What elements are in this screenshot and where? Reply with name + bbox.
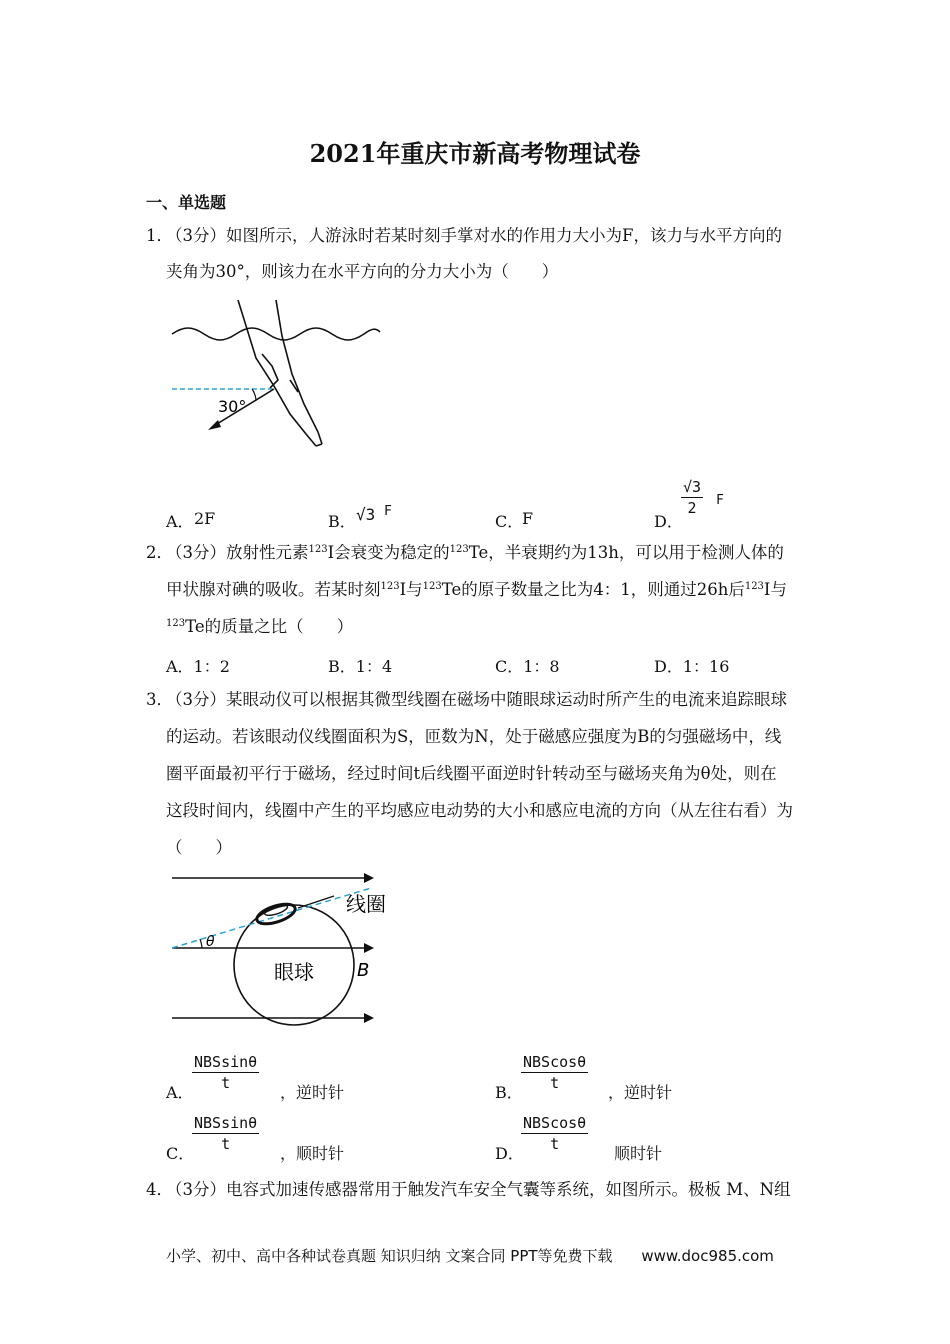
q3-option-d-denominator: t [550, 1135, 560, 1153]
q2-option-c: C．1：8 [495, 657, 560, 676]
page-footer [166, 1245, 774, 1266]
q3-option-a-denominator: t [221, 1074, 231, 1092]
q2-option-b: B．1：4 [328, 657, 393, 676]
q3-option-a-numerator: NBSsinθ [194, 1053, 258, 1071]
q1-option-b-root: √3 [356, 505, 376, 524]
q2-option-a: A．1：2 [166, 657, 230, 676]
q3-coil-label: 线圈 [346, 892, 386, 916]
footer-url[interactable]: www.doc985.com [641, 1247, 774, 1265]
q3-option-c-fraction [192, 1113, 259, 1154]
q1-option-a-text: 2F [194, 509, 216, 528]
q3-option-b-direction: ，逆时针 [608, 1083, 673, 1102]
q3-option-d-fraction [521, 1113, 588, 1154]
footer-text: 小学、初中、高中各种试卷真题 知识归纳 文案合同 PPT等免费下载 [166, 1247, 613, 1265]
q2-text-line2: 甲状腺对碘的吸收。若某时刻$^{123}$I与$^{123}$Te的原子数量之比为4：1，则通过26h后$^{123}$I与 [166, 580, 787, 599]
q1-swimmer-figure [166, 296, 386, 456]
q1-option-c-text: F [522, 509, 534, 528]
q3-field-label: B [357, 960, 370, 981]
q3-text-line2: 的运动。若该眼动仪线圈面积为S，匝数为N，处于磁感应强度为B的匀强磁场中，线 [166, 727, 782, 746]
section-heading: 一、单选题 [146, 193, 227, 212]
q2-number: 2． [146, 543, 173, 562]
page-title: 2021年重庆市新高考物理试卷 [309, 139, 641, 168]
q3-option-b-fraction [521, 1052, 588, 1093]
q3-eyeball-label: 眼球 [274, 960, 314, 984]
q3-eyeball-figure [166, 864, 406, 1034]
q3-option-a-direction: ，逆时针 [280, 1083, 345, 1102]
q3-option-c-label: C． [166, 1144, 195, 1163]
q1-text-line2: 夹角为30°，则该力在水平方向的分力大小为（ ） [166, 262, 559, 281]
q2-text-line3: $^{123}$Te的质量之比（ ） [166, 617, 354, 636]
q3-angle-label: θ [206, 934, 215, 950]
q3-option-d-numerator: NBScosθ [523, 1114, 587, 1132]
q3-text-line1: （3分）某眼动仪可以根据其微型线圈在磁场中随眼球运动时所产生的电流来追踪眼球 [166, 690, 787, 709]
q1-option-d-f: F [716, 493, 724, 508]
q3-option-c-denominator: t [221, 1135, 231, 1153]
q1-option-b-f: F [384, 504, 392, 519]
q3-option-c-numerator: NBSsinθ [194, 1114, 258, 1132]
q3-option-d-direction: 顺时针 [614, 1144, 663, 1163]
q3-option-c-direction: ，顺时针 [280, 1144, 345, 1163]
q1-option-b-label: B． [328, 512, 356, 531]
q1-option-d-numerator: √3 [683, 478, 702, 496]
q1-option-d-denominator: 2 [687, 499, 697, 517]
q4-text-line1: （3分）电容式加速传感器常用于触发汽车安全气囊等系统，如图所示。极板 M、N组 [166, 1180, 791, 1199]
q3-text-line3: 圈平面最初平行于磁场，经过时间t后线圈平面逆时针转动至与磁场夹角为θ处，则在 [166, 764, 777, 783]
q1-number: 1． [146, 226, 173, 245]
q1-text-line1: （3分）如图所示，人游泳时若某时刻手掌对水的作用力大小为F，该力与水平方向的 [166, 226, 782, 245]
q1-option-d-fraction [681, 477, 703, 518]
q3-option-b-label: B． [495, 1083, 523, 1102]
q3-option-a-label: A． [166, 1083, 194, 1102]
q4-number: 4． [146, 1180, 173, 1199]
q1-option-a-label: A． [166, 512, 194, 531]
q1-option-d-label: D． [654, 512, 683, 531]
q3-number: 3． [146, 690, 173, 709]
q2-option-d: D．1：16 [654, 657, 730, 676]
q3-option-d-label: D． [495, 1144, 524, 1163]
q1-option-c-label: C． [495, 512, 524, 531]
q3-option-b-denominator: t [550, 1074, 560, 1092]
q3-option-a-fraction [192, 1052, 259, 1093]
q3-text-line5: （ ） [166, 838, 232, 857]
q3-text-line4: 这段时间内，线圈中产生的平均感应电动势的大小和感应电流的方向（从左往右看）为 [166, 801, 793, 820]
q2-text-line1: （3分）放射性元素$^{123}$I会衰变为稳定的$^{123}$Te，半衰期约为13h，可以用于检测人体的 [166, 543, 784, 562]
q3-option-b-numerator: NBScosθ [523, 1053, 587, 1071]
q1-angle-label: 30° [218, 397, 247, 416]
